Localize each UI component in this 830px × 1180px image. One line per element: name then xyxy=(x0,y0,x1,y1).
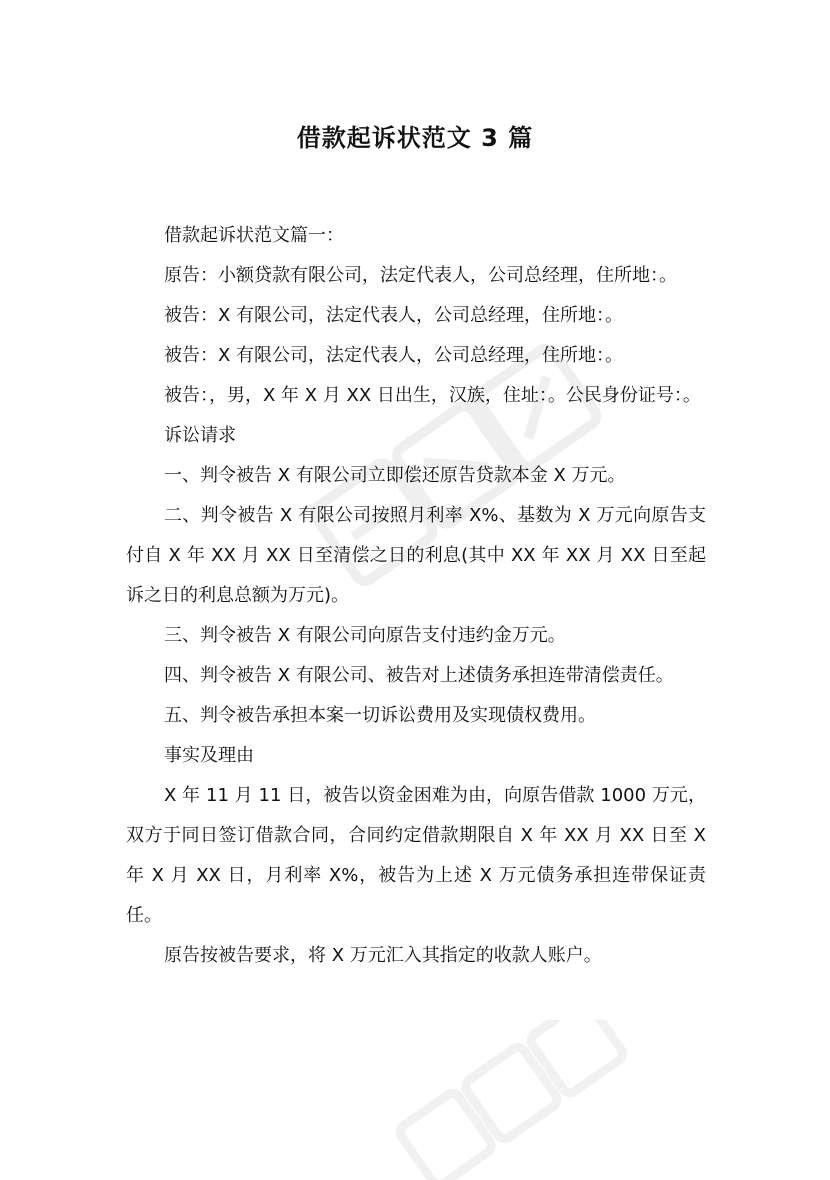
facts-heading: 事实及理由 xyxy=(164,745,254,766)
claims-heading: 诉讼请求 xyxy=(164,425,236,446)
document-title: 借款起诉状范文 3 篇 xyxy=(296,124,534,152)
section-heading-1: 借款起诉状范文篇一： xyxy=(164,225,344,246)
claim-3: 三、判令被告 X 有限公司向原告支付违约金万元。 xyxy=(164,625,566,646)
claim-1: 一、判令被告 X 有限公司立即偿还原告贷款本金 X 万元。 xyxy=(164,465,626,486)
defendant-line-2: 被告：X 有限公司，法定代表人，公司总经理，住所地：。 xyxy=(164,345,624,366)
claim-5: 五、判令被告承担本案一切诉讼费用及实现债权费用。 xyxy=(164,705,596,726)
document-body xyxy=(126,216,706,976)
facts-paragraph-1: X 年 11 月 11 日，被告以资金困难为由，向原告借款 1000 万元，双方于同日签订借款合同，合同约定借款期限自 X 年 XX 月 XX 日至 X 年 X 月 XX 日，月利率 X%，被告为上述 X 万元债务承担连带保证责任。 xyxy=(126,785,706,926)
plaintiff-line: 原告：小额贷款有限公司，法定代表人，公司总经理，住所地：。 xyxy=(164,265,677,286)
facts-paragraph-2: 原告按被告要求，将 X 万元汇入其指定的收款人账户。 xyxy=(164,945,602,966)
claim-4: 四、判令被告 X 有限公司、被告对上述债务承担连带清偿责任。 xyxy=(164,665,674,686)
defendant-line-3: 被告：，男，X 年 X 月 XX 日出生，汉族，住址：。公民身份证号：。 xyxy=(164,385,701,406)
watermark-logo-bottom-icon xyxy=(380,1020,640,1180)
defendant-line-1: 被告：X 有限公司，法定代表人，公司总经理，住所地：。 xyxy=(164,305,624,326)
claim-2: 二、判令被告 X 有限公司按照月利率 X%、基数为 X 万元向原告支付自 X 年 XX 月 XX 日至清偿之日的利息(其中 XX 年 XX 月 XX 日至起诉之日的利息总额为万元)。 xyxy=(126,505,706,606)
